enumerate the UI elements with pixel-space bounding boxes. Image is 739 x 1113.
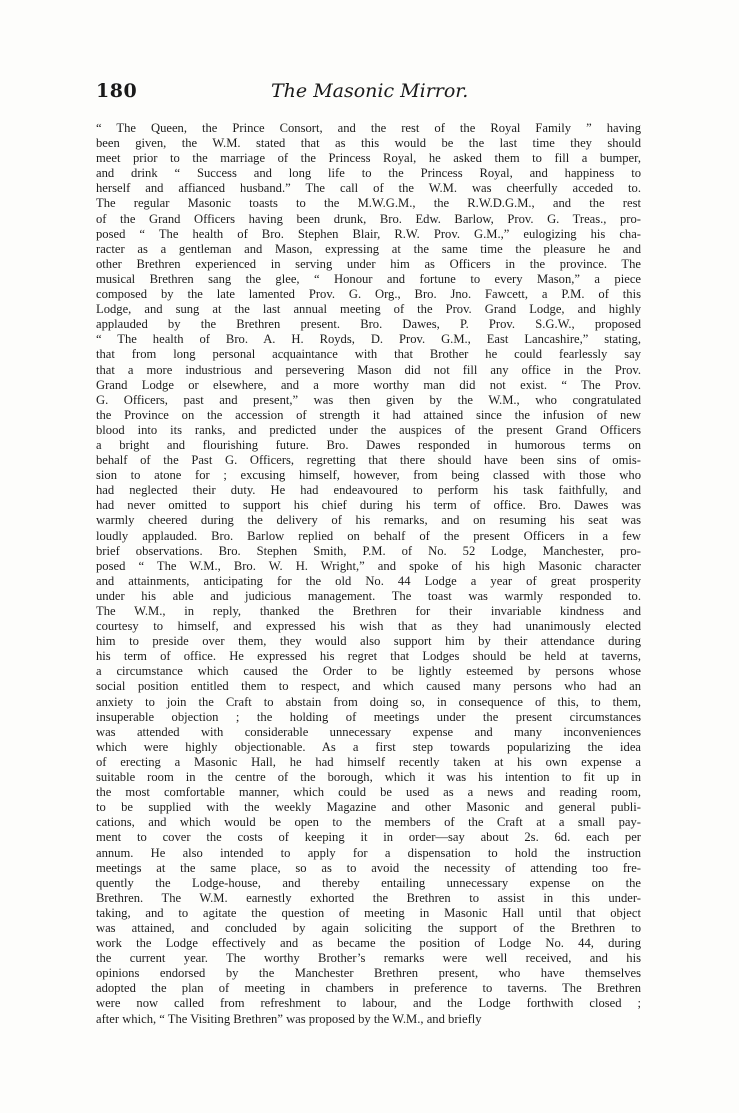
text-line: other Brethren experienced in serving under him as Officers in the province. The xyxy=(96,256,641,271)
text-line: which were highly objectionable. As a first step towards popularizing the idea xyxy=(96,739,641,754)
text-line: sion to atone for ; excusing himself, however, from being classed with those who xyxy=(96,468,641,483)
text-line: loudly applauded. Bro. Barlow replied on behalf of the present Officers in a few xyxy=(96,528,641,543)
text-line: adopted the plan of meeting in chambers in preference to taverns. The Brethren xyxy=(96,981,641,996)
text-line: ment to cover the costs of keeping it in order—say about 2s. 6d. each per xyxy=(96,830,641,845)
text-line: courtesy to himself, and expressed his wish that as they had unanimously elected xyxy=(96,619,641,634)
text-line: suitable room in the centre of the borough, which it was his intention to fit up in xyxy=(96,770,641,785)
text-line: meet prior to the marriage of the Princess Royal, he asked them to fill a bumper, xyxy=(96,151,641,166)
text-line: anxiety to join the Craft to abstain from doing so, in consequence of this, to them, xyxy=(96,694,641,709)
text-line: and attainments, anticipating for the old No. 44 Lodge a year of great prosperity xyxy=(96,573,641,588)
text-line: were now called from refreshment to labour, and the Lodge forthwith closed ; xyxy=(96,996,641,1011)
text-line: a bright and flourishing future. Bro. Dawes responded in humorous terms on xyxy=(96,437,641,452)
text-line: blood into its ranks, and predicted under the auspices of the present Grand Officers xyxy=(96,422,641,437)
text-line: meetings at the same place, so as to avoid the necessity of attending too fre- xyxy=(96,860,641,875)
text-line: work the Lodge effectively and as became the position of Lodge No. 44, during xyxy=(96,936,641,951)
text-line: herself and affianced husband.” The call of the W.M. was cheerfully acceded to. xyxy=(96,181,641,196)
text-line: the current year. The worthy Brother’s remarks were well received, and his xyxy=(96,951,641,966)
text-line: musical Brethren sang the glee, “ Honour and fortune to every Mason,” a piece xyxy=(96,271,641,286)
text-line: posed “ The health of Bro. Stephen Blair, R.W. Prov. G.M.,” eulogizing his cha- xyxy=(96,226,641,241)
text-line: after which, “ The Visiting Brethren” was proposed by the W.M., and briefly xyxy=(96,1011,482,1026)
text-line: warmly cheered during the delivery of his remarks, and on resuming his seat was xyxy=(96,513,641,528)
text-line: of the Grand Officers having been drunk, Bro. Edw. Barlow, Prov. G. Treas., pro- xyxy=(96,211,641,226)
text-line: social position entitled them to respect, and which caused many persons who had an xyxy=(96,679,641,694)
text-line: The W.M., in reply, thanked the Brethren for their invariable kindness and xyxy=(96,604,641,618)
text-line: was attended with considerable unnecessary expense and many inconveniences xyxy=(96,724,641,739)
text-line: racter as a gentleman and Mason, expressing at the same time the pleasure he and xyxy=(96,241,641,256)
text-line: him to preside over them, they would also support him by their attendance during xyxy=(96,634,641,649)
text-line: taking, and to agitate the question of meeting in Masonic Hall until that object xyxy=(96,905,641,920)
text-line: G. Officers, past and present,” was then given by the W.M., who congratulated xyxy=(96,392,641,407)
text-line: behalf of the Past G. Officers, regretting that there should have been sins of omis- xyxy=(96,453,641,468)
text-line: the most comfortable manner, which could be used as a news and reading room, xyxy=(96,785,641,800)
text-line: had never omitted to support his chief during his term of office. Bro. Dawes was xyxy=(96,498,641,513)
page-number: 180 xyxy=(96,80,138,102)
text-line: Lodge, and sung at the last annual meeting of the Prov. Grand Lodge, and highly xyxy=(96,302,641,317)
text-line: been given, the W.M. stated that as this would be the last time they should xyxy=(96,136,641,151)
text-line: that a more industrious and persevering Mason did not fill any office in the Prov. xyxy=(96,362,641,377)
text-line: to be supplied with the weekly Magazine and other Masonic and general publi- xyxy=(96,800,641,815)
text-line: Grand Lodge or elsewhere, and a more worthy man did not exist. “ The Prov. xyxy=(96,377,641,392)
page-header xyxy=(96,80,641,110)
article-body xyxy=(96,121,641,1027)
text-line: brief observations. Bro. Stephen Smith, P.M. of No. 52 Lodge, Manchester, pro- xyxy=(96,543,641,558)
text-line: cations, and which would be open to the members of the Craft at a small pay- xyxy=(96,815,641,830)
text-line: that from long personal acquaintance with that Brother he could fearlessly say xyxy=(96,347,641,362)
text-line: the Province on the accession of strength it had attained since the infusion of new xyxy=(96,407,641,422)
text-line: of erecting a Masonic Hall, he had himself recently taken at his own expense a xyxy=(96,754,641,769)
text-line: quently the Lodge-house, and thereby entailing unnecessary expense on the xyxy=(96,875,641,890)
text-line: Brethren. The W.M. earnestly exhorted the Brethren to assist in this under- xyxy=(96,890,641,905)
running-title: The Masonic Mirror. xyxy=(271,80,469,102)
text-line: applauded by the Brethren present. Bro. Dawes, P. Prov. S.G.W., proposed xyxy=(96,317,641,332)
text-line: a circumstance which caused the Order to be lightly esteemed by persons whose xyxy=(96,664,641,679)
text-line: annum. He also intended to apply for a dispensation to hold the instruction xyxy=(96,845,641,860)
text-line: insuperable objection ; the holding of meetings under the present circumstances xyxy=(96,709,641,724)
text-line: composed by the late lamented Prov. G. Org., Bro. Jno. Fawcett, a P.M. of this xyxy=(96,287,641,302)
text-line: “ The health of Bro. A. H. Royds, D. Prov. G.M., East Lancashire,” stating, xyxy=(96,332,641,347)
text-line: was attained, and concluded by again soliciting the support of the Brethren to xyxy=(96,920,641,935)
text-line: opinions endorsed by the Manchester Brethren present, who have themselves xyxy=(96,966,641,981)
text-line: his term of office. He expressed his regret that Lodges should be held at taverns, xyxy=(96,649,641,664)
text-line: posed “ The W.M., Bro. W. H. Wright,” and spoke of his high Masonic character xyxy=(96,558,641,573)
text-line: had neglected their duty. He had endeavoured to perform his task faithfully, and xyxy=(96,483,641,498)
text-line: under his able and judicious management. The toast was warmly responded to. xyxy=(96,588,641,603)
text-line: The regular Masonic toasts to the M.W.G.M., the R.W.D.G.M., and the rest xyxy=(96,196,641,211)
text-line: “ The Queen, the Prince Consort, and the rest of the Royal Family ” having xyxy=(96,121,641,135)
text-line: and drink “ Success and long life to the Princess Royal, and happiness to xyxy=(96,166,641,181)
